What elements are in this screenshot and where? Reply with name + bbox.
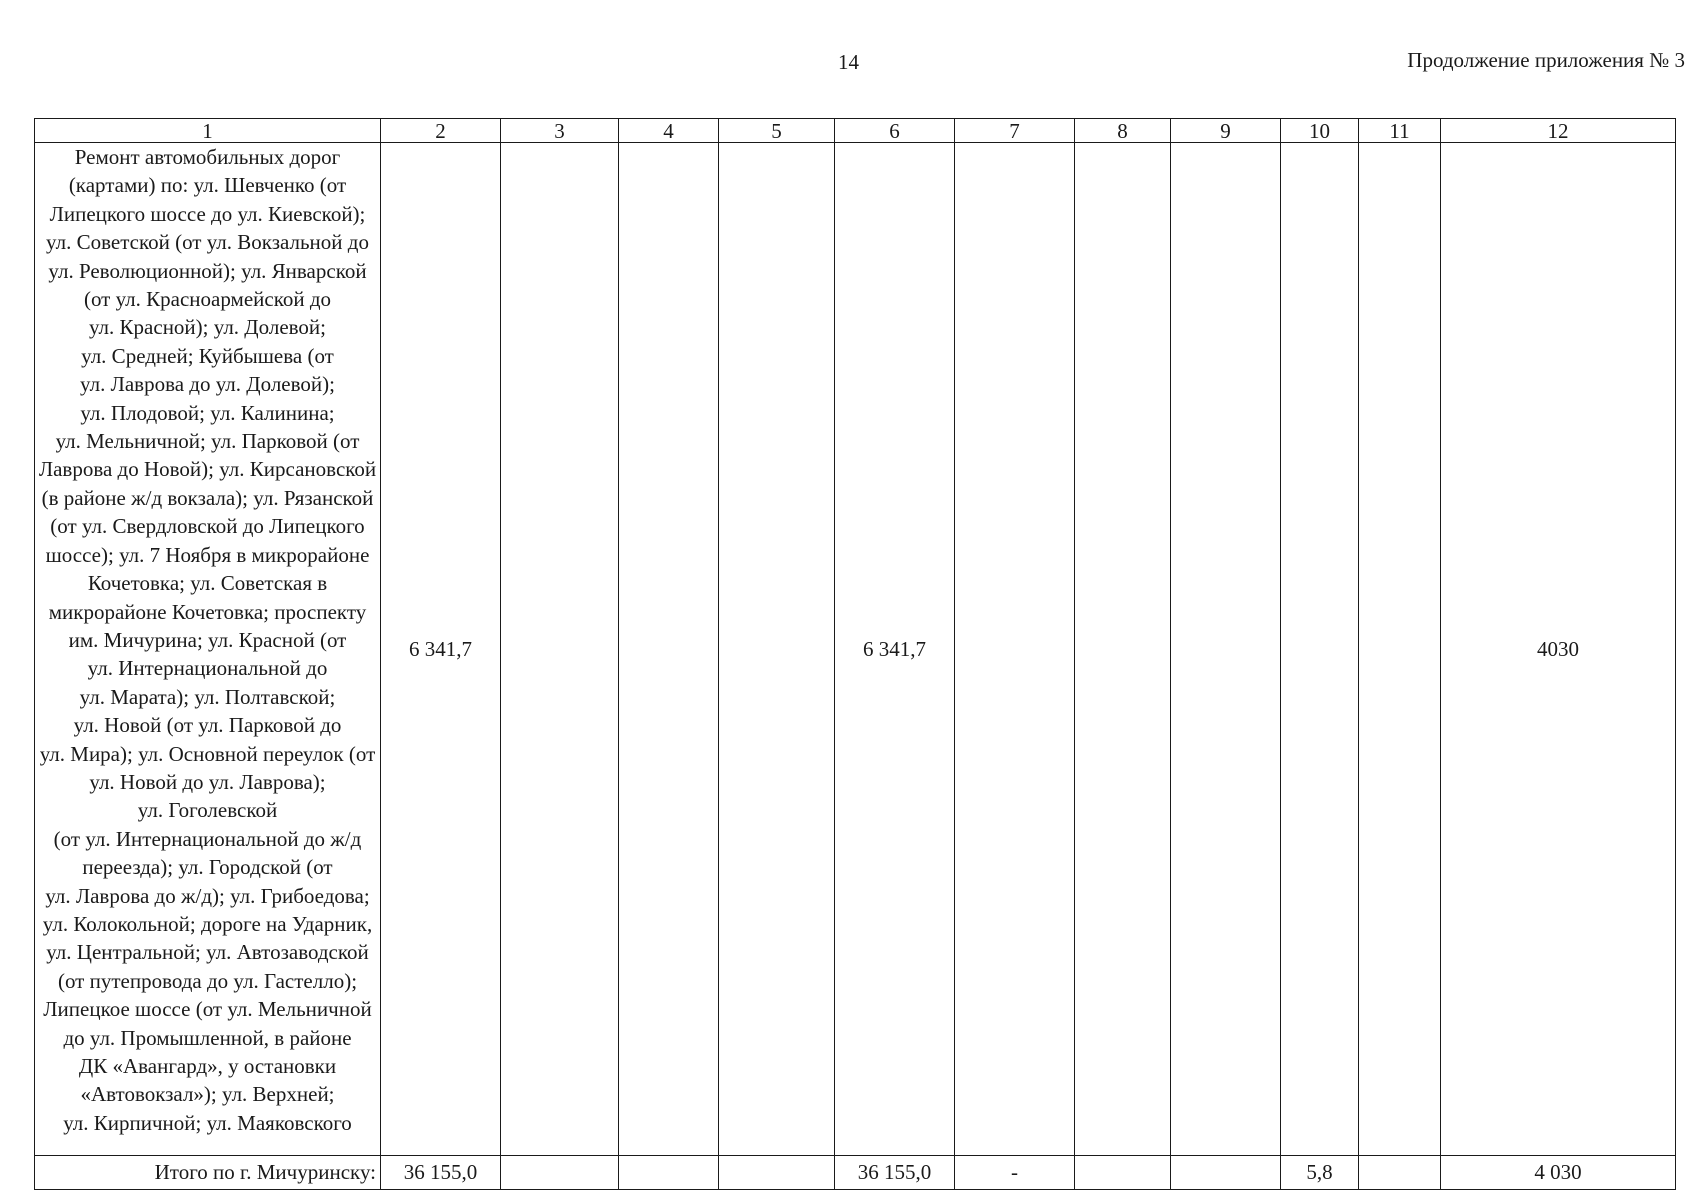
header-cell: 3	[501, 119, 619, 143]
description-line: Лаврова до Новой); ул. Кирсановской	[38, 457, 377, 482]
total-label: Итого по г. Мичуринску:	[35, 1156, 381, 1190]
header-cell: 11	[1359, 119, 1441, 143]
total-col3	[501, 1156, 619, 1190]
total-row	[35, 1156, 1676, 1190]
description-line: Липецкого шоссе до ул. Киевской);	[49, 201, 366, 226]
total-col6: 36 155,0	[835, 1156, 955, 1190]
description-line: микрорайоне Кочетовка; проспекту	[48, 599, 367, 624]
page-number: 14	[838, 50, 859, 74]
value-col5	[719, 143, 835, 1156]
total-col5	[719, 1156, 835, 1190]
description-line: ул. Мельничной; ул. Парковой (от	[55, 429, 360, 454]
description-line: ДК «Авангард», у остановки	[78, 1054, 337, 1078]
description-line: (от ул. Интернациональной до ж/д	[53, 826, 362, 851]
description-line: Ремонт автомобильных дорог	[74, 145, 341, 169]
value-col4	[619, 143, 719, 1156]
header-cell: 7	[955, 119, 1075, 143]
value-col9	[1171, 143, 1281, 1156]
appendix-note: Продолжение приложения № 3	[1407, 48, 1685, 72]
total-col11	[1359, 1156, 1441, 1190]
header-cell: 12	[1441, 119, 1676, 143]
description-line: (от ул. Красноармейской до	[83, 287, 332, 312]
description-line: ул. Плодовой; ул. Калинина;	[80, 400, 335, 425]
value-col12: 4030	[1441, 143, 1676, 1156]
description-line: ул. Гоголевской	[137, 798, 278, 823]
value-col10	[1281, 143, 1359, 1156]
table-header-row	[35, 119, 1676, 143]
description-line: (от путепровода до ул. Гастелло);	[57, 968, 358, 993]
description-line: ул. Центральной; ул. Автозаводской	[46, 940, 369, 965]
value-col3	[501, 143, 619, 1156]
value-col6: 6 341,7	[835, 143, 955, 1156]
description-line: (от ул. Свердловской до Липецкого	[50, 514, 365, 539]
description-line: ул. Колокольной; дороге на Ударник,	[42, 911, 373, 936]
total-col8	[1075, 1156, 1171, 1190]
value-col2: 6 341,7	[381, 143, 501, 1156]
description-line: Липецкое шоссе (от ул. Мельничной	[43, 997, 372, 1022]
description-line: ул. Революционной); ул. Январской	[48, 258, 367, 283]
description-line: ул. Интернациональной до	[87, 656, 328, 681]
total-col9	[1171, 1156, 1281, 1190]
value-col7	[955, 143, 1075, 1156]
header-cell: 8	[1075, 119, 1171, 143]
appendix-table	[34, 118, 1676, 1190]
description-line: ул. Новой (от ул. Парковой до	[73, 713, 342, 738]
total-col7: -	[955, 1156, 1075, 1190]
header-cell: 9	[1171, 119, 1281, 143]
description-line: ул. Мира); ул. Основной переулок (от	[39, 741, 376, 766]
description-line: Кочетовка; ул. Советская в	[87, 571, 328, 596]
header-cell: 4	[619, 119, 719, 143]
description-line: «Автовокзал»); ул. Верхней;	[80, 1082, 335, 1107]
header-cell: 5	[719, 119, 835, 143]
value-col8	[1075, 143, 1171, 1156]
description-line: до ул. Промышленной, в районе	[63, 1025, 352, 1050]
header-cell: 6	[835, 119, 955, 143]
road-repair-description	[35, 143, 381, 1156]
description-line: ул. Советской (от ул. Вокзальной до	[46, 230, 369, 255]
description-line: (в районе ж/д вокзала); ул. Рязанской	[41, 485, 374, 510]
description-line: ул. Новой до ул. Лаврова);	[89, 769, 326, 794]
description-line: ул. Марата); ул. Полтавской;	[79, 684, 336, 709]
description-line: ул. Кирпичной; ул. Маяковского	[63, 1110, 352, 1135]
total-col2: 36 155,0	[381, 1156, 501, 1190]
description-line: ул. Лаврова до ул. Долевой);	[80, 372, 335, 397]
table-row	[35, 143, 1676, 1156]
header-cell: 1	[35, 119, 381, 143]
total-col4	[619, 1156, 719, 1190]
header-cell: 10	[1281, 119, 1359, 143]
description-line: ул. Средней; Куйбышева (от	[81, 343, 334, 368]
description-line: ул. Лаврова до ж/д); ул. Грибоедова;	[45, 883, 370, 908]
header-cell: 2	[381, 119, 501, 143]
value-col11	[1359, 143, 1441, 1156]
description-line: переезда); ул. Городской (от	[82, 855, 333, 880]
description-line: ул. Красной); ул. Долевой;	[88, 315, 326, 340]
description-line: (картами) по: ул. Шевченко (от	[68, 173, 347, 198]
total-col12: 4 030	[1441, 1156, 1676, 1190]
description-line: шоссе); ул. 7 Ноября в микрорайоне	[45, 542, 370, 567]
total-col10: 5,8	[1281, 1156, 1359, 1190]
description-line: им. Мичурина; ул. Красной (от	[68, 627, 347, 652]
